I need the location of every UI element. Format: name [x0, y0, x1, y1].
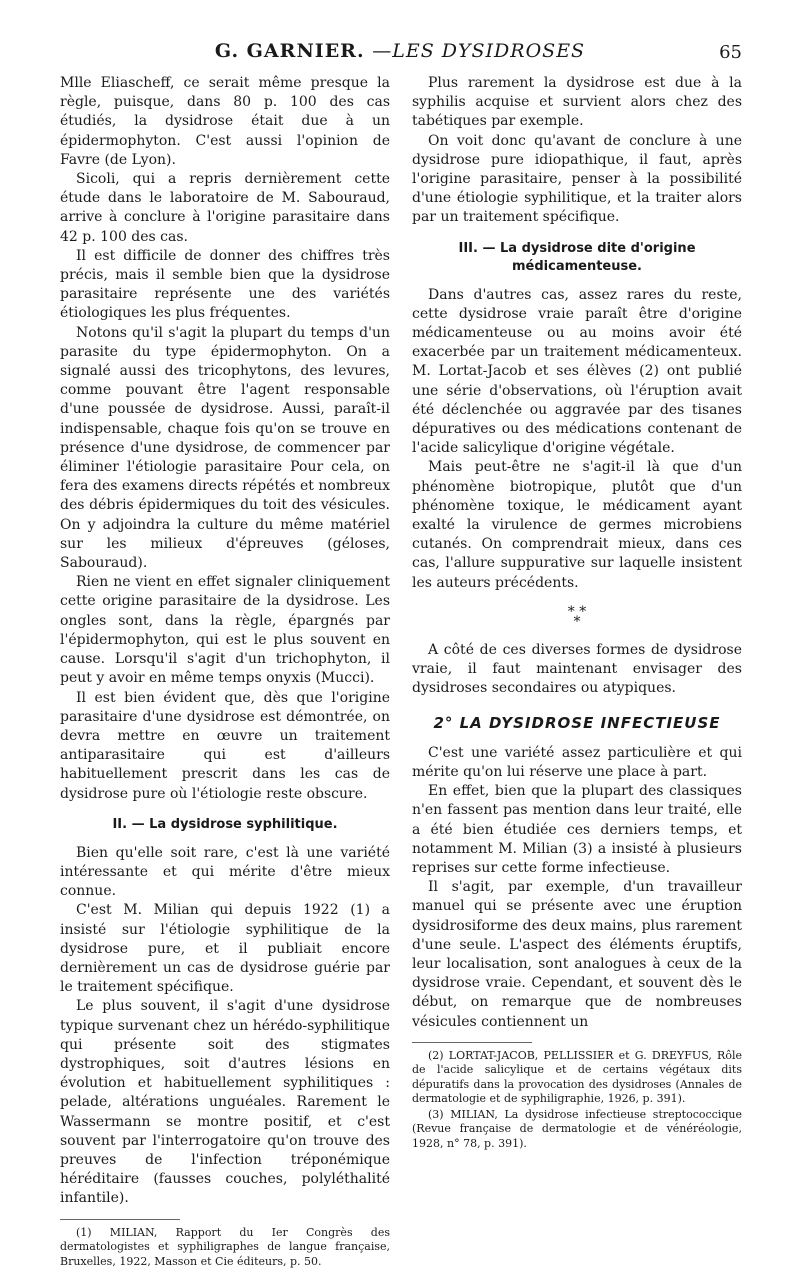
- footnotes: [60, 1219, 390, 1270]
- header-title: LES DYSIDROSES: [392, 40, 586, 62]
- sub-heading: 2° LA DYSIDROSE INFECTIEUSE: [433, 714, 721, 733]
- section-heading: III. — La dysidrose dite d'origine médicamenteuse.: [458, 240, 696, 274]
- page-number: 65: [719, 42, 742, 63]
- paragraph: Notons qu'il s'agit la plupart du temps d'un parasite du type épidermophyton. On a signalé aussi des tricophytons, des levures, comme pouvant être l'agent responsable d'une poussée de dysidrose. Aussi, paraît-il indispensable, chaque fois qu'on se trouve en présence d'une dysidrose, de commencer par éliminer l'étiologie parasitaire Pour cela, on fera des examens directs répétés et nombreux des débris épidermiques du toit des vésicules. On y adjoindra la culture du même matériel sur les milieux d'épreuves (géloses, Sabouraud).: [60, 324, 390, 572]
- running-header: [0, 40, 800, 72]
- paragraph: Le plus souvent, il s'agit d'une dysidrose typique survenant chez un hérédo-syphilitique qui présente soit des stigmates dystrophiques, soit d'autres lésions en évolution et habituellement syphilitiques : pelade, altérations unguéales. Rarement le Wassermann se montre positif, et c'est souvent par l'interrogatoire qu'on trouve des preuves de l'infection tréponémique héréditaire (fausses couches, polyléthalité infantile).: [60, 998, 390, 1207]
- footnote: (1) MILIAN, Rapport du Ier Congrès des dermatologistes et syphiligraphes de langue française, Bruxelles, 1922, Masson et Cie éditeurs, p. 50.: [60, 1225, 390, 1268]
- footnotes: [412, 1042, 742, 1152]
- paragraph: Mais peut-être ne s'agit-il là que d'un phénomène biotropique, plutôt que d'un phénomène toxique, le médicament ayant exalté la virulence de germes microbiens cutanés. On comprendrait mieux, dans ces cas, l'allure suppurative sur laquelle insistent les auteurs précédents.: [412, 459, 742, 591]
- paragraph: Il est bien évident que, dès que l'origine parasitaire d'une dysidrose est démontrée, on devra mettre en œuvre un traitement antiparasitaire qui est d'ailleurs habituellement prescrit dans les cas de dysidrose pure où l'étiologie reste obscure.: [60, 689, 390, 802]
- paragraph: C'est une variété assez particulière et qui mérite qu'on lui réserve une place à part.: [412, 744, 742, 780]
- header-author: G. GARNIER.: [214, 40, 365, 62]
- paragraph: On voit donc qu'avant de conclure à une dysidrose pure idiopathique, il faut, après l'origine parasitaire, penser à la possibilité d'une étiologie syphilitique, et la traiter alors par un traitement spécifique.: [412, 132, 742, 226]
- paragraph: Dans d'autres cas, assez rares du reste, cette dysidrose vraie paraît être d'origine médicamenteuse ou au moins avoir été exacerbée par un traitement médicamenteux. M. Lortat-Jacob et ses élèves (2) ont publié une série d'observations, où l'éruption avait été déclenchée ou aggravée par des tisanes dépuratives ou des médications contenant de l'acide salicylique d'origine végétale.: [412, 286, 742, 457]
- paragraph: Bien qu'elle soit rare, c'est là une variété intéressante et qui mérite d'être mieux connue.: [60, 844, 390, 900]
- paragraph: Mlle Eliascheff, ce serait même presque la règle, puisque, dans 80 p. 100 des cas étudiés, la dysidrose était due à un épidermophyton. C'est aussi l'opinion de Favre (de Lyon).: [60, 75, 390, 168]
- footnote-rule: [60, 1219, 180, 1220]
- section-heading: II. — La dysidrose syphilitique.: [112, 816, 338, 832]
- paragraph: Plus rarement la dysidrose est due à la syphilis acquise et survient alors chez des tabétiques par exemple.: [412, 75, 742, 130]
- footnote: (2) LORTAT-JACOB, PELLISSIER et G. DREYFUS, Rôle de l'acide salicylique et de certains végétaux dits dépuratifs dans la provocation des dysidroses (Annales de dermatologie et de syphiligraphie, 1926, p. 391).: [412, 1048, 742, 1106]
- section-stars: * * *: [567, 603, 587, 630]
- footnote-rule: [412, 1042, 532, 1043]
- paragraph: Sicoli, qui a repris dernièrement cette étude dans le laboratoire de M. Sabouraud, arrive à conclure à l'origine parasitaire dans 42 p. 100 des cas.: [60, 171, 390, 245]
- left-column: [60, 74, 390, 1270]
- paragraph: Rien ne vient en effet signaler cliniquement cette origine parasitaire de la dysidrose. Les ongles sont, dans la règle, épargnés par l'épidermophyton, qui est le plus souvent en cause. Lorsqu'il s'agit d'un trichophyton, il peut y avoir en même temps onyxis (Mucci).: [60, 574, 390, 687]
- header-separator: —: [372, 40, 393, 62]
- paragraph: C'est M. Milian qui depuis 1922 (1) a insisté sur l'étiologie syphilitique de la dysidrose pure, et il publiait encore dernièrement un cas de dysidrose guérie par le traitement spécifique.: [60, 902, 390, 996]
- paragraph: Il s'agit, par exemple, d'un travailleur manuel qui se présente avec une éruption dysidrosiforme des deux mains, plus rarement d'une seule. L'aspect des éléments éruptifs, leur localisation, sont analogues à ceux de la dysidrose vraie. Cependant, et souvent dès le début, on remarque que de nombreuses vésicules contiennent un: [412, 879, 742, 1030]
- paragraph: Il est difficile de donner des chiffres très précis, mais il semble bien que la dysidrose parasitaire représente une des variétés étiologiques les plus fréquentes.: [60, 247, 390, 322]
- right-column: [412, 74, 742, 1152]
- paragraph: En effet, bien que la plupart des classiques n'en fassent pas mention dans leur traité, elle a été bien étudiée ces derniers temps, et notamment M. Milian (3) a insisté à plusieurs reprises sur cette forme infectieuse.: [412, 783, 742, 876]
- footnote: (3) MILIAN, La dysidrose infectieuse streptococcique (Revue française de dermatologie et de vénéréologie, 1928, n° 78, p. 391).: [412, 1107, 742, 1150]
- paragraph: A côté de ces diverses formes de dysidrose vraie, il faut maintenant envisager des dysidroses secondaires ou atypiques.: [412, 641, 742, 697]
- running-title: [0, 40, 800, 62]
